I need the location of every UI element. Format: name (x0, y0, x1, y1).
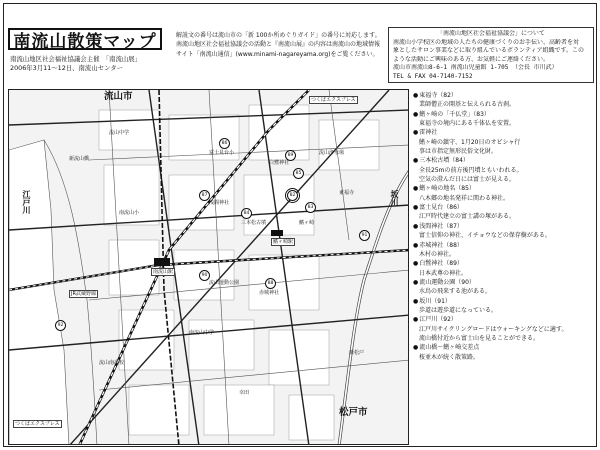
site-item (413, 315, 597, 343)
place-label: 鰭ヶ崎駅 (273, 239, 294, 245)
site-item (413, 156, 597, 184)
spot-92[interactable]: 92 (55, 320, 66, 331)
jr-musashino-label: JR武蔵野線 (71, 291, 96, 297)
association-line: ような活動にご興味のある方、お気軽にご連絡ください。 (393, 55, 550, 63)
site-desc: 八木郷の地名発祥に関わる神社。 (419, 194, 510, 202)
site-name: ● 三本松古墳（84） (413, 156, 597, 165)
association-phone: TEL & FAX 04-7140-7152 (393, 72, 473, 80)
organizer-info (10, 55, 170, 73)
place-label: 南流山駅 (153, 269, 174, 275)
site-desc: 空気の澄んだ日には富士が見える。 (419, 176, 516, 184)
site-desc: 日本武尊の神社。 (419, 269, 468, 277)
place-label: 幸田 (239, 390, 250, 396)
intro-line: 解説文の番号は流山市の「新 100か所めぐりガイド」の番号に対応します。 (176, 32, 381, 39)
station-minami-nagareyama (154, 258, 170, 266)
place-label: 流山南高校 (99, 360, 125, 366)
intro-note (176, 31, 382, 59)
spot-88[interactable]: 88 (265, 278, 276, 289)
site-item (413, 184, 597, 203)
site-desc: 江戸時代建立の富士講の塚がある。 (419, 213, 516, 221)
site-item (413, 278, 597, 297)
site-name: ● 浅間神社（87） (413, 222, 597, 231)
spot-82[interactable]: 82 (287, 190, 298, 201)
organizer-line: 南流山地区社会福祉協議会主催 「南流山展」 (10, 55, 142, 63)
association-box (388, 27, 594, 83)
site-desc: 桜並木が続く散策路。 (419, 353, 480, 361)
sakagawa-river (339, 170, 409, 445)
site-name: ● 江戸川（92） (413, 315, 597, 324)
site-item (413, 203, 597, 222)
place-label: 富士見台小 (209, 150, 235, 156)
site-item (413, 343, 597, 362)
site-desc: 歩道は遊歩道になっている。 (419, 306, 498, 314)
site-desc: 江戸川サイクリングロードはウォーキングなどに適す。 (419, 325, 568, 333)
site-name: ● 赤城神社（88） (413, 241, 597, 250)
spot-90[interactable]: 90 (199, 270, 210, 281)
place-label: 南流山小 (119, 210, 140, 216)
site-name: ● 白鷺神社（89） (413, 259, 597, 268)
association-line: 象としたサロン事業などに取り組んでいるボランティア組織です。この (393, 47, 585, 55)
site-name: ● 流山運動公園（90） (413, 278, 597, 287)
tsukuba-express-label-bottom: つくばエクスプレス (15, 421, 60, 427)
site-desc: 木村の神社。 (419, 250, 456, 258)
site-name: ● 鰭ヶ崎の地名（85） (413, 184, 597, 193)
place-label: 新流山橋 (69, 156, 90, 162)
spot-89[interactable]: 89 (285, 150, 296, 161)
place-label: 三本松古墳 (241, 220, 267, 226)
spot-83[interactable]: 83 (305, 202, 316, 213)
spot-84[interactable]: 84 (241, 208, 252, 219)
intro-line: 南流山地区社会福祉協議会の活動と『南流山展』の内容は南流山の地域情報 (176, 41, 381, 49)
nagareyama-city-label: 流山市 (104, 91, 133, 102)
organizer-line: 2006年3月11〜12日、南流山センター (10, 64, 124, 72)
place-label: 東福寺 (339, 190, 355, 196)
site-name: ● 雷神社 (413, 128, 597, 137)
edogawa-label: 江戸川 (22, 190, 31, 214)
site-desc: 水鳥の飛来する池がある。 (419, 288, 492, 296)
site-desc: 事は市指定無形民俗文化財。 (419, 148, 498, 156)
place-label: 浅間神社 (209, 200, 230, 206)
edogawa-river (9, 140, 69, 445)
site-name: ● 富士見台（86） (413, 203, 597, 212)
site-name: ● 流山橋〜鰭ヶ崎交差点 (413, 343, 597, 352)
intro-line: サイト「南流山通信」(www.minami-nagareyama.org)をご覧ください。 (176, 50, 379, 58)
site-desc: 東福寺の境内にある千体仏を安置。 (419, 120, 516, 128)
site-name: ● 坂川（91） (413, 297, 597, 306)
site-desc: 鰭ヶ崎の鎮守、1月20日のオビシャ行 (419, 138, 521, 146)
place-label: 流山運動公園 (209, 280, 240, 286)
site-item (413, 110, 597, 129)
map-graphic (9, 90, 409, 445)
site-name: ● 東福寺（82） (413, 91, 597, 100)
spot-87[interactable]: 87 (199, 190, 210, 201)
site-list (413, 91, 597, 443)
station-hirekasaki (271, 230, 283, 236)
spot-85[interactable]: 85 (293, 168, 304, 179)
map-sheet (3, 3, 597, 447)
site-desc: 業師僧正の開基と伝えられる古刹。 (419, 101, 516, 109)
site-item (413, 91, 597, 110)
site-desc: 流山橋付近から富士山を見ることができる。 (419, 334, 540, 342)
association-heading: 「南流山地区社会福祉協議会」について (437, 30, 545, 37)
place-label: 白鷺神社 (269, 160, 290, 166)
site-item (413, 222, 597, 241)
place-label: 流山中学 (109, 130, 130, 136)
sakagawa-label: 坂川 (390, 190, 399, 206)
site-name: ● 鰭ヶ崎の「千仏堂」（83） (413, 110, 597, 119)
place-label: 鰭ヶ崎 (299, 220, 315, 226)
place-label: 赤城神社 (259, 290, 280, 296)
site-item (413, 241, 597, 260)
spot-91[interactable]: 91 (359, 230, 370, 241)
site-desc: 富士信仰の神社、イチョウなどの保存樹がある。 (419, 232, 551, 240)
matsudo-city-label: 松戸市 (339, 407, 368, 418)
site-item (413, 259, 597, 278)
site-item (413, 128, 597, 156)
site-item (413, 297, 597, 316)
site-desc: 全長25mの前方後円墳ともいわれる。 (419, 166, 523, 174)
association-line: 南流山小学校区の地域の人たちの健康づくりのお手伝い、高齢者を対 (393, 38, 580, 46)
street-map (8, 89, 409, 445)
page-title: 南流山散策マップ (13, 31, 157, 52)
association-address: 流山市南流山8-6-1 南流山児童館 1-705 （会長 市川武） (393, 64, 558, 72)
place-label: 新松戸 (349, 350, 365, 356)
spot-86[interactable]: 86 (219, 138, 230, 149)
title-box (8, 28, 162, 50)
tsukuba-express-label: つくばエクスプレス (311, 97, 356, 103)
place-label: 流山浄水場 (319, 150, 345, 156)
place-label: 南流山中学 (189, 330, 215, 336)
